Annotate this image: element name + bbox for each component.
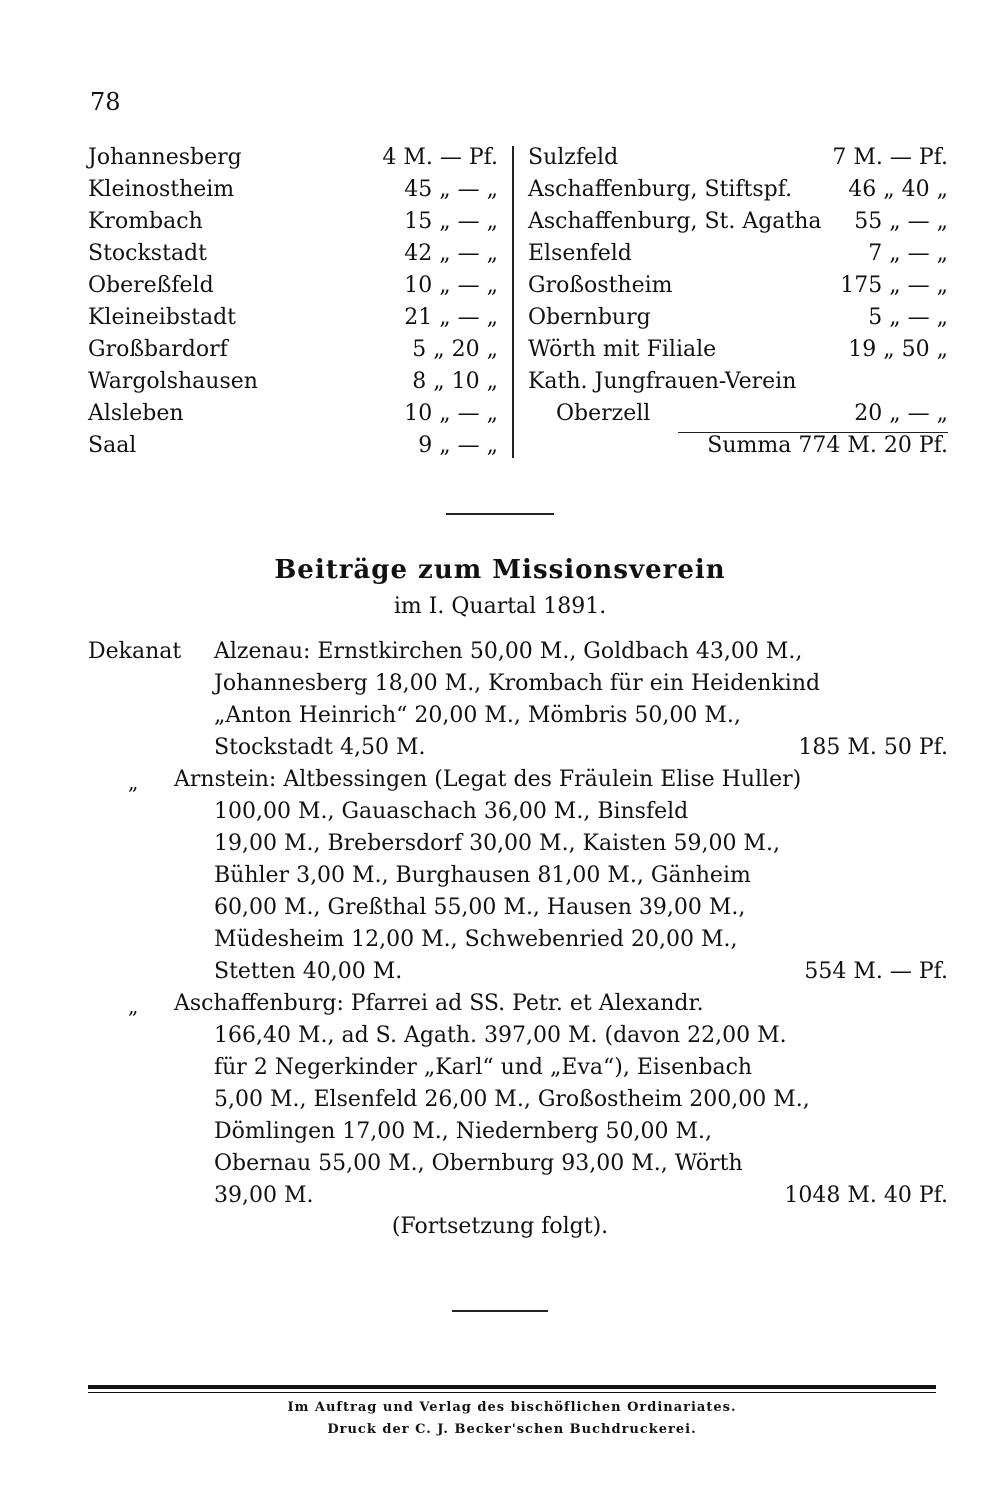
- place-name: Saal: [88, 433, 137, 458]
- entry-total: 554 M. — Pf.: [804, 959, 948, 984]
- entry-line: Stockstadt 4,50 M.: [214, 735, 426, 760]
- amount: 7 M. — Pf.: [832, 145, 948, 170]
- list-item: [88, 398, 498, 430]
- amount: 5 „ 20 „: [412, 337, 498, 362]
- footer-rule-thin: [88, 1392, 936, 1393]
- entry-line: Arnstein: Altbessingen (Legat des Fräulein Elise Huller): [174, 767, 802, 792]
- place-name: Kleinostheim: [88, 177, 235, 202]
- entry-line: Müdesheim 12,00 M., Schwebenried 20,00 M.,: [214, 927, 738, 952]
- list-item: [528, 334, 948, 366]
- donor-columns: [88, 142, 948, 460]
- amount: 4 M. — Pf.: [382, 145, 498, 170]
- entry-line: 19,00 M., Brebersdorf 30,00 M., Kaisten 59,00 M.,: [214, 831, 780, 856]
- list-item: [528, 206, 948, 238]
- entry-lead: Dekanat: [88, 639, 182, 664]
- list-item: [528, 142, 948, 174]
- place-name: Aschaffenburg, Stiftspf.: [528, 177, 793, 202]
- entry-line: Alzenau: Ernstkirchen 50,00 M., Goldbach 43,00 M.,: [214, 639, 803, 664]
- place-name: Aschaffenburg, St. Agatha: [528, 209, 822, 234]
- place-name: Wargolshausen: [88, 369, 258, 394]
- place-name: Sulzfeld: [528, 145, 619, 170]
- amount: 175 „ — „: [840, 273, 948, 298]
- sum-total: Summa 774 M. 20 Pf.: [707, 433, 948, 458]
- entry-line: Dömlingen 17,00 M., Niedernberg 50,00 M.,: [214, 1119, 713, 1144]
- list-item: [528, 270, 948, 302]
- place-name: Wörth mit Filiale: [528, 337, 717, 362]
- entry-line: „Anton Heinrich“ 20,00 M., Mömbris 50,00 M.,: [214, 703, 741, 728]
- amount: 45 „ — „: [404, 177, 498, 202]
- amount: 7 „ — „: [868, 241, 948, 266]
- entry-line: Obernau 55,00 M., Obernburg 93,00 M., Wörth: [214, 1151, 743, 1176]
- entry-line: 60,00 M., Greßthal 55,00 M., Hausen 39,00 M.,: [214, 895, 746, 920]
- list-item: [528, 366, 948, 398]
- list-item: [88, 366, 498, 398]
- list-item: [88, 270, 498, 302]
- ditto-mark: „: [128, 770, 139, 794]
- list-item: [88, 206, 498, 238]
- entry-line: Johannesberg 18,00 M., Krombach für ein Heidenkind: [214, 671, 821, 696]
- entry-line: 5,00 M., Elsenfeld 26,00 M., Großostheim 200,00 M.,: [214, 1087, 810, 1112]
- place-name: Elsenfeld: [528, 241, 632, 266]
- list-item: [88, 334, 498, 366]
- entry-total: 185 M. 50 Pf.: [798, 735, 948, 760]
- section-rule: [446, 513, 554, 515]
- ditto-mark: „: [128, 994, 139, 1018]
- list-item: [88, 238, 498, 270]
- page-number: 78: [90, 88, 121, 116]
- place-name: Kleineibstadt: [88, 305, 237, 330]
- place-name: Obereßfeld: [88, 273, 214, 298]
- place-name: Stockstadt: [88, 241, 207, 266]
- entry-line: Stetten 40,00 M.: [214, 959, 403, 984]
- amount: 5 „ — „: [868, 305, 948, 330]
- amount: 8 „ 10 „: [412, 369, 498, 394]
- amount: 42 „ — „: [404, 241, 498, 266]
- place-name: Großostheim: [528, 273, 673, 298]
- entry-line: 39,00 M.: [214, 1183, 314, 1208]
- entry-text: [174, 988, 810, 1212]
- entry-total: 1048 M. 40 Pf.: [784, 1183, 948, 1208]
- deanery-entry: [88, 636, 948, 764]
- list-item: [88, 142, 498, 174]
- entry-line: 100,00 M., Gauaschach 36,00 M., Binsfeld: [214, 799, 689, 824]
- entry-line: Aschaffenburg: Pfarrei ad SS. Petr. et Alexandr.: [174, 991, 704, 1016]
- section-heading: Beiträge zum Missionsverein: [274, 555, 726, 585]
- amount: 20 „ — „: [854, 401, 948, 426]
- place-name: Alsleben: [88, 401, 184, 426]
- place-name: Großbardorf: [88, 337, 228, 362]
- amount: 19 „ 50 „: [848, 337, 948, 362]
- entry-text: [174, 764, 802, 988]
- right-donor-list: [528, 142, 948, 462]
- section-rule: [452, 1310, 548, 1312]
- entry-text: [214, 636, 821, 764]
- list-item: [528, 174, 948, 206]
- footer-rule: [88, 1385, 936, 1389]
- imprint-publisher: Im Auftrag und Verlag des bischöflichen Ordinariates.: [287, 1400, 737, 1415]
- left-donor-list: [88, 142, 498, 462]
- place-name: Oberzell: [556, 401, 651, 426]
- list-item: [88, 430, 498, 462]
- amount: 10 „ — „: [404, 273, 498, 298]
- place-name: Kath. Jungfrauen-Verein: [528, 369, 797, 394]
- amount: 15 „ — „: [404, 209, 498, 234]
- place-name: Obernburg: [528, 305, 651, 330]
- deanery-entry: [88, 988, 948, 1212]
- place-name: Johannesberg: [88, 145, 242, 170]
- list-item: [528, 302, 948, 334]
- deanery-entries: [88, 636, 948, 1212]
- amount: 55 „ — „: [854, 209, 948, 234]
- amount: 9 „ — „: [418, 433, 498, 458]
- list-item: [88, 174, 498, 206]
- entry-line: für 2 Negerkinder „Karl“ und „Eva“), Eisenbach: [214, 1055, 753, 1080]
- imprint-printer: Druck der C. J. Becker'schen Buchdruckerei.: [327, 1422, 697, 1437]
- list-item: [528, 398, 948, 430]
- entry-line: 166,40 M., ad S. Agath. 397,00 M. (davon 22,00 M.: [214, 1023, 787, 1048]
- list-item: [528, 238, 948, 270]
- amount: 21 „ — „: [404, 305, 498, 330]
- amount: 46 „ 40 „: [848, 177, 948, 202]
- amount: 10 „ — „: [404, 401, 498, 426]
- section-subheading: im I. Quartal 1891.: [393, 594, 607, 619]
- column-divider: [512, 146, 514, 458]
- deanery-entry: [88, 764, 948, 988]
- entry-line: Bühler 3,00 M., Burghausen 81,00 M., Gänheim: [214, 863, 751, 888]
- list-item: [88, 302, 498, 334]
- continuation-note: (Fortsetzung folgt).: [391, 1214, 609, 1239]
- place-name: Krombach: [88, 209, 203, 234]
